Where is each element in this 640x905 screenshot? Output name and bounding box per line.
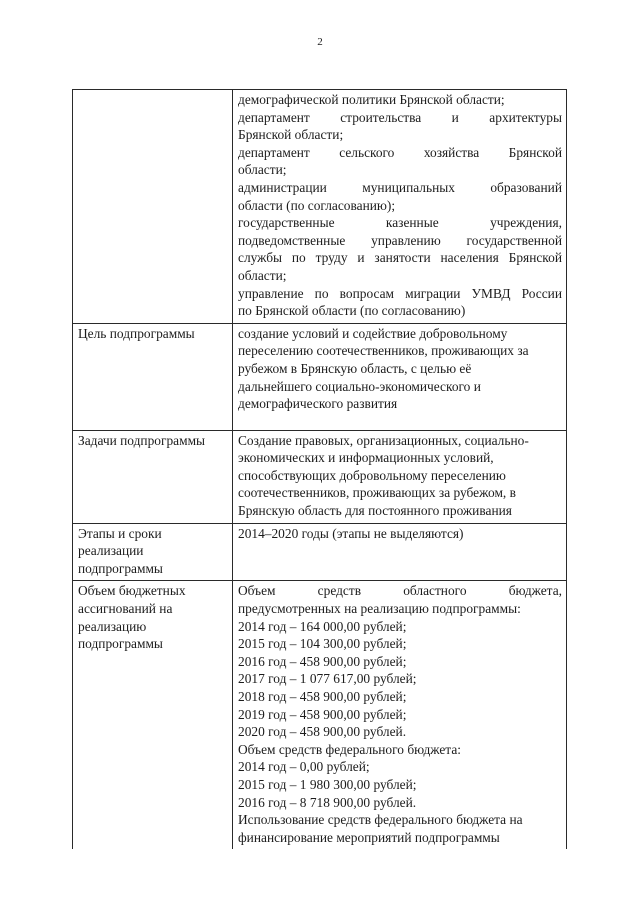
table-row	[73, 90, 567, 324]
content-line: 2016 год – 8 718 900,00 рублей.	[238, 794, 417, 810]
content-line: департамент строительства и архитектуры	[238, 109, 562, 125]
content-line: по Брянской области (по согласованию)	[238, 303, 466, 319]
content-line: 2018 год – 458 900,00 рублей;	[238, 689, 407, 704]
content-line: области;	[238, 162, 287, 178]
content-line: демографической политики Брянской области;	[238, 92, 505, 107]
content-line: 2016 год – 458 900,00 рублей;	[238, 653, 407, 669]
row-label: Цель подпрограммы	[73, 323, 233, 430]
content-line: 2015 год – 1 980 300,00 рублей;	[238, 776, 417, 792]
content-line: 2020 год – 458 900,00 рублей.	[238, 724, 407, 740]
content-line: департамент сельского хозяйства Брянской	[238, 144, 562, 160]
row-content	[233, 523, 567, 581]
content-line: государственные казенные учреждения,	[238, 215, 562, 231]
content-line: 2014–2020 годы (этапы не выделяются)	[238, 525, 464, 541]
content-line: управление по вопросам миграции УМВД России	[238, 285, 562, 301]
content-line: способствующих добровольному переселению	[238, 467, 506, 483]
content-line: Создание правовых, организационных, социально-	[238, 432, 529, 448]
content-line: 2017 год – 1 077 617,00 рублей;	[238, 671, 417, 687]
content-line: администрации муниципальных образований	[238, 179, 562, 195]
row-content	[233, 430, 567, 523]
content-line: Брянскую область для постоянного проживания	[238, 503, 512, 519]
content-line: дальнейшего социально-экономического и	[238, 378, 481, 394]
table-row	[73, 523, 567, 581]
content-line: финансирование мероприятий подпрограммы	[238, 829, 500, 845]
table-row	[73, 323, 567, 430]
table-row	[73, 581, 567, 849]
content-line: создание условий и содействие добровольному	[238, 325, 508, 341]
content-line: 2014 год – 164 000,00 рублей;	[238, 618, 407, 634]
row-label: Этапы и сроки реализации подпрограммы	[73, 523, 233, 581]
content-line: 2014 год – 0,00 рублей;	[238, 759, 370, 775]
row-content	[233, 323, 567, 430]
content-line: предусмотренных на реализацию подпрограммы:	[238, 601, 521, 617]
content-line: Объем средств федерального бюджета:	[238, 741, 461, 757]
content-line: Объем средств областного бюджета,	[238, 583, 562, 599]
table-row	[73, 430, 567, 523]
row-content	[233, 90, 567, 324]
content-line: области (по согласованию);	[238, 197, 396, 213]
content-line: службы по труду и занятости населения Брянской	[238, 250, 562, 266]
content-line: экономических и информационных условий,	[238, 450, 494, 466]
content-line: области;	[238, 267, 287, 283]
row-label: Задачи подпрограммы	[73, 430, 233, 523]
content-line: демографического развития	[238, 396, 398, 412]
content-line: переселению соотечественников, проживающих за	[238, 343, 529, 359]
content-line: рубежом в Брянскую область, с целью её	[238, 360, 472, 376]
content-line: Брянской области;	[238, 127, 344, 143]
content-line: 2019 год – 458 900,00 рублей;	[238, 706, 407, 722]
content-line: соотечественников, проживающих за рубежом, в	[238, 485, 516, 501]
row-content	[233, 581, 567, 849]
row-label	[73, 90, 233, 324]
row-label: Объем бюджетных ассигнований на реализацию подпрограммы	[73, 581, 233, 849]
content-line: подведомственные управлению государственной	[238, 232, 562, 248]
page-number: 2	[317, 36, 323, 48]
content-line: Использование средств федерального бюджета на	[238, 812, 523, 828]
subprogram-passport-table	[72, 89, 567, 849]
content-line: 2015 год – 104 300,00 рублей;	[238, 636, 407, 652]
